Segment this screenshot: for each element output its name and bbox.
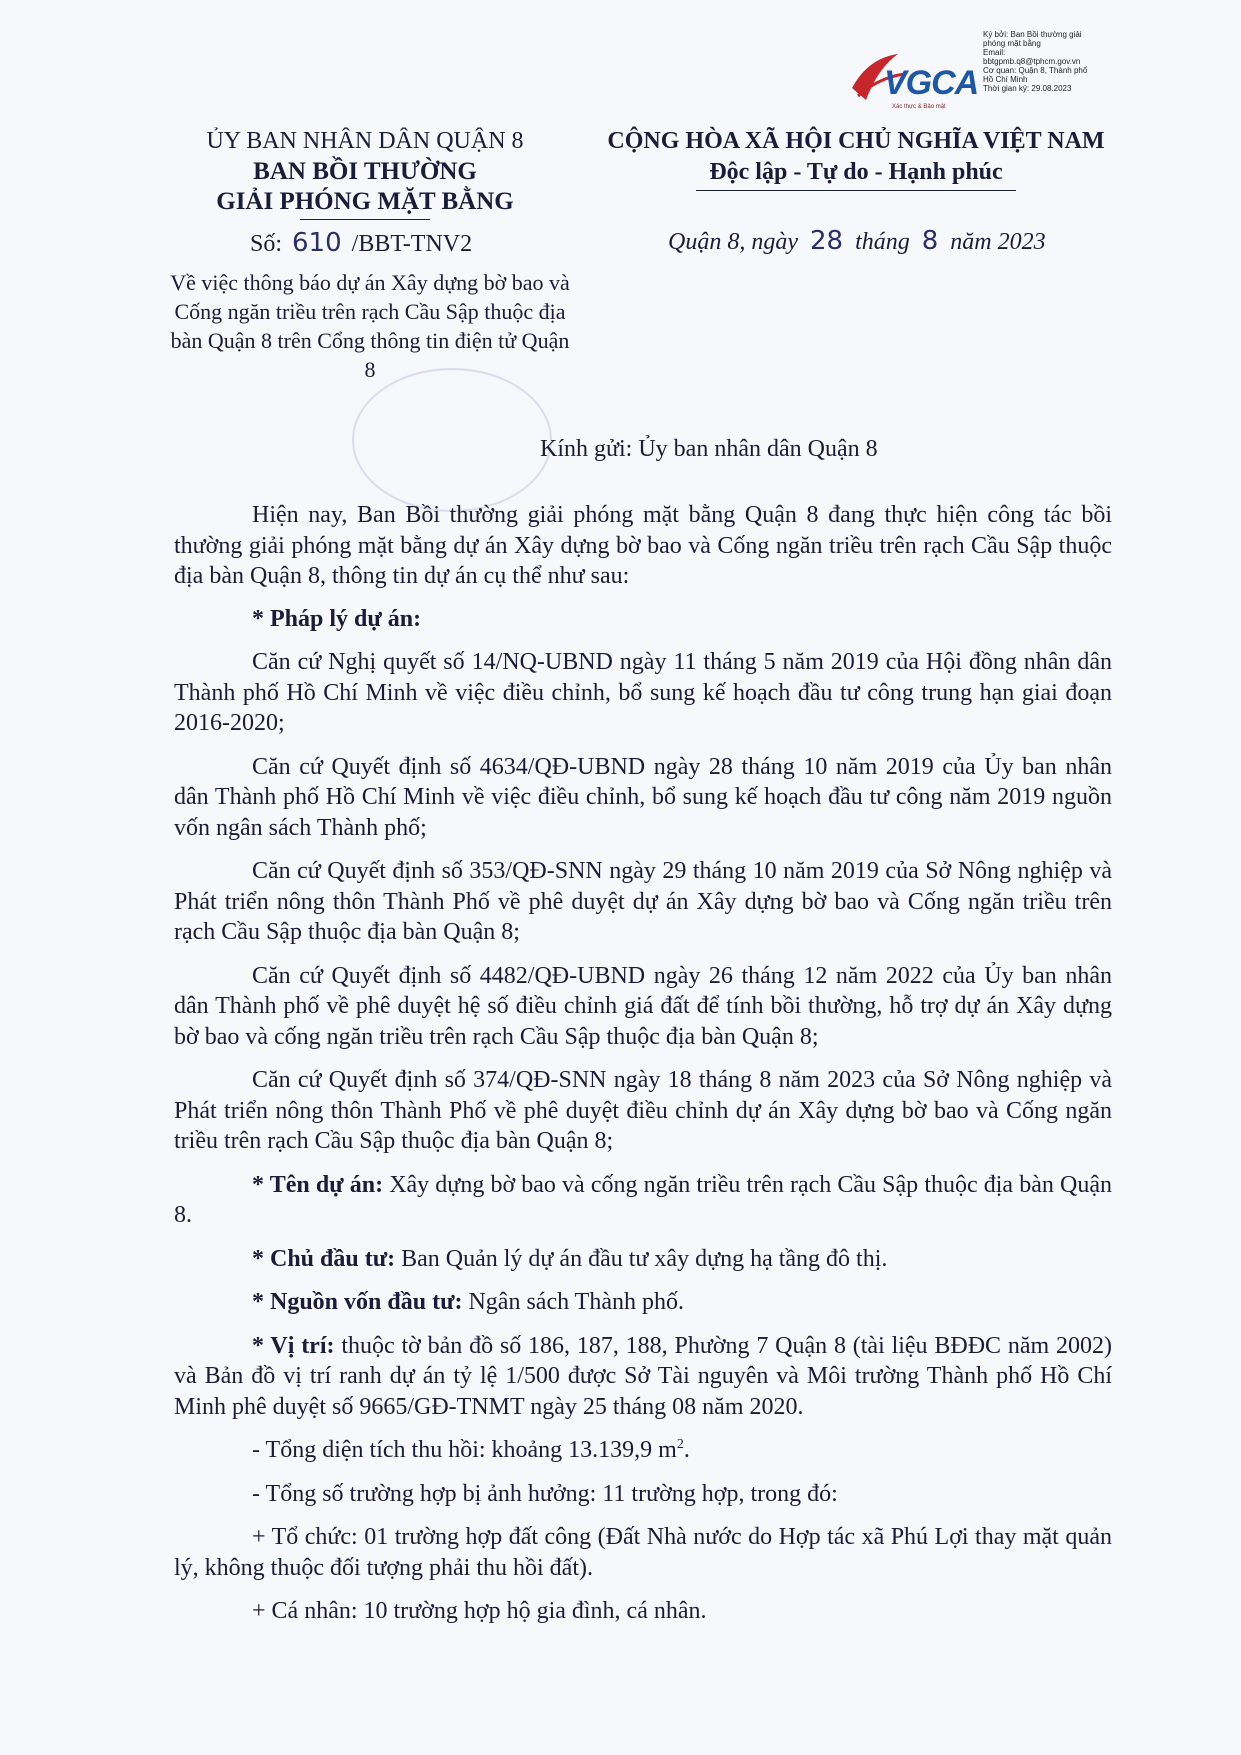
legal-heading: [174, 604, 1112, 635]
agency-org: ỦY BAN NHÂN DÂN QUẬN 8: [206, 128, 524, 154]
agency-underline: [300, 219, 430, 220]
vgca-logo: [848, 48, 979, 110]
project-owner-value: Ban Quản lý dự án đầu tư xây dựng hạ tầng đô thị.: [395, 1245, 888, 1272]
legal-item: Căn cứ Nghị quyết số 14/NQ-UBND ngày 11 tháng 5 năm 2019 của Hội đồng nhân dân Thành phố Hồ Chí Minh về việc điều chỉnh, bổ sung kế hoạch đầu tư công trung hạn giai đoạn 2016-2020;: [174, 649, 1112, 736]
total-area: [174, 1435, 1112, 1466]
digital-signature: [848, 30, 1128, 110]
legal-item: Căn cứ Quyết định số 374/QĐ-SNN ngày 18 tháng 8 năm 2023 của Sở Nông nghiệp và Phát triển nông thôn Thành Phố về phê duyệt điều chỉnh dự án Xây dựng bờ bao và Cống ngăn triều trên rạch Cầu Sập thuộc địa bàn Quận 8;: [174, 1067, 1112, 1154]
date-day: 28: [809, 226, 844, 256]
area-unit-sup: 2: [676, 1437, 684, 1452]
project-location-value: thuộc tờ bản đồ số 186, 187, 188, Phường 7 Quận 8 (tài liệu BĐĐC năm 2002) và Bản đồ vị trí ranh dự án tỷ lệ 1/500 được Sở Tài nguyên và Môi trường Thành phố Hồ Chí Minh phê duyệt số 9665/GĐ-TNMT ngày 25 tháng 08 năm 2020.: [174, 1332, 1112, 1420]
project-fund: [174, 1287, 1112, 1318]
date-prefix: Quận 8, ngày: [668, 229, 798, 255]
project-name: [174, 1170, 1112, 1231]
individual-case: + Cá nhân: 10 trường hợp hộ gia đình, cá nhân.: [252, 1598, 707, 1624]
number-prefix: Số:: [250, 231, 283, 257]
signature-line: Thời gian ký: 29.08.2023: [983, 84, 1072, 93]
project-name-value: Xây dựng bờ bao và cống ngăn triều trên rạch Cầu Sập thuộc địa bàn Quận 8.: [174, 1171, 1112, 1228]
number-suffix: /BBT-TNV2: [351, 231, 473, 257]
date-suffix: năm 2023: [950, 229, 1046, 255]
project-fund-label: * Nguồn vốn đầu tư:: [252, 1289, 463, 1315]
legal-heading-text: * Pháp lý dự án:: [252, 605, 422, 632]
state-name: CỘNG HÒA XÃ HỘI CHỦ NGHĨA VIỆT NAM: [607, 128, 1105, 154]
project-location: [174, 1331, 1112, 1423]
document-subject: Về việc thông báo dự án Xây dựng bờ bao và Cống ngăn triều trên rạch Cầu Sập thuộc địa bàn Quận 8 trên Cổng thông tin điện tử Quận 8: [170, 270, 570, 382]
date-mid: tháng: [855, 229, 910, 255]
signature-line: Cơ quan: Quận 8, Thành phố: [983, 66, 1088, 75]
document-date: [668, 226, 1046, 256]
issuing-agency: [150, 126, 580, 220]
vgca-tagline: Xác thực & Bảo mật: [892, 104, 946, 110]
organization-case: + Tổ chức: 01 trường hợp đất công (Đất Nhà nước do Hợp tác xã Phú Lợi thay mặt quản lý, không thuộc đối tượng phải thu hồi đất).: [174, 1524, 1112, 1581]
project-owner: [174, 1244, 1112, 1275]
state-motto: Độc lập - Tự do - Hạnh phúc: [709, 159, 1003, 185]
signature-line: Email:: [983, 48, 1006, 57]
total-area-text: - Tổng diện tích thu hồi: khoảng 13.139,9 m: [252, 1437, 677, 1463]
greeting: Kính gửi: Ủy ban nhân dân Quận 8: [540, 436, 878, 462]
national-header: [586, 126, 1126, 191]
faint-stamp: [352, 368, 552, 512]
number-handwritten: 610: [292, 228, 342, 258]
project-owner-label: * Chủ đầu tư:: [252, 1245, 396, 1272]
total-cases: - Tổng số trường hợp bị ảnh hưởng: 11 trường hợp, trong đó:: [252, 1480, 838, 1507]
project-name-label: * Tên dự án:: [252, 1171, 384, 1198]
document-number: [250, 228, 472, 258]
date-month: 8: [921, 226, 939, 256]
agency-dept-line2: GIẢI PHÓNG MẶT BẰNG: [216, 188, 514, 215]
motto-underline: [696, 190, 1016, 191]
signature-line: bbtgpmb.q8@tphcm.gov.vn: [983, 57, 1081, 66]
legal-item: Căn cứ Quyết định số 353/QĐ-SNN ngày 29 tháng 10 năm 2019 của Sở Nông nghiệp và Phát triển nông thôn Thành Phố về phê duyệt dự án Xây dựng bờ bao và Cống ngăn triều trên rạch Cầu Sập thuộc địa bàn Quận 8;: [174, 858, 1112, 945]
signature-line: Hồ Chí Minh: [983, 75, 1028, 84]
signature-info: [983, 30, 1123, 93]
signature-line: Ký bởi: Ban Bồi thường giải: [983, 30, 1082, 39]
project-fund-value: Ngân sách Thành phố.: [462, 1289, 684, 1315]
document-body: [174, 500, 1112, 1640]
signature-line: phóng mặt bằng: [983, 39, 1041, 48]
project-location-label: * Vị trí:: [252, 1332, 335, 1359]
vgca-brand: VGCA: [884, 64, 979, 102]
intro-paragraph: Hiện nay, Ban Bồi thường giải phóng mặt bằng Quận 8 đang thực hiện công tác bồi thường giải phóng mặt bằng dự án Xây dựng bờ bao và Cống ngăn triều trên rạch Cầu Sập thuộc địa bàn Quận 8, thông tin dự án cụ thể như sau:: [174, 502, 1112, 589]
total-area-end: .: [683, 1437, 690, 1463]
agency-dept-line1: BAN BỒI THƯỜNG: [253, 158, 477, 185]
legal-item: Căn cứ Quyết định số 4482/QĐ-UBND ngày 26 tháng 12 năm 2022 của Ủy ban nhân dân Thành phố về phê duyệt hệ số điều chỉnh giá đất để tính bồi thường, hỗ trợ dự án Xây dựng bờ bao và cống ngăn triều trên rạch Cầu Sập thuộc địa bàn Quận 8;: [174, 962, 1112, 1050]
legal-item: Căn cứ Quyết định số 4634/QĐ-UBND ngày 28 tháng 10 năm 2019 của Ủy ban nhân dân Thành phố Hồ Chí Minh về việc điều chỉnh, bổ sung kế hoạch đầu tư công năm 2019 nguồn vốn ngân sách Thành phố;: [174, 753, 1112, 841]
